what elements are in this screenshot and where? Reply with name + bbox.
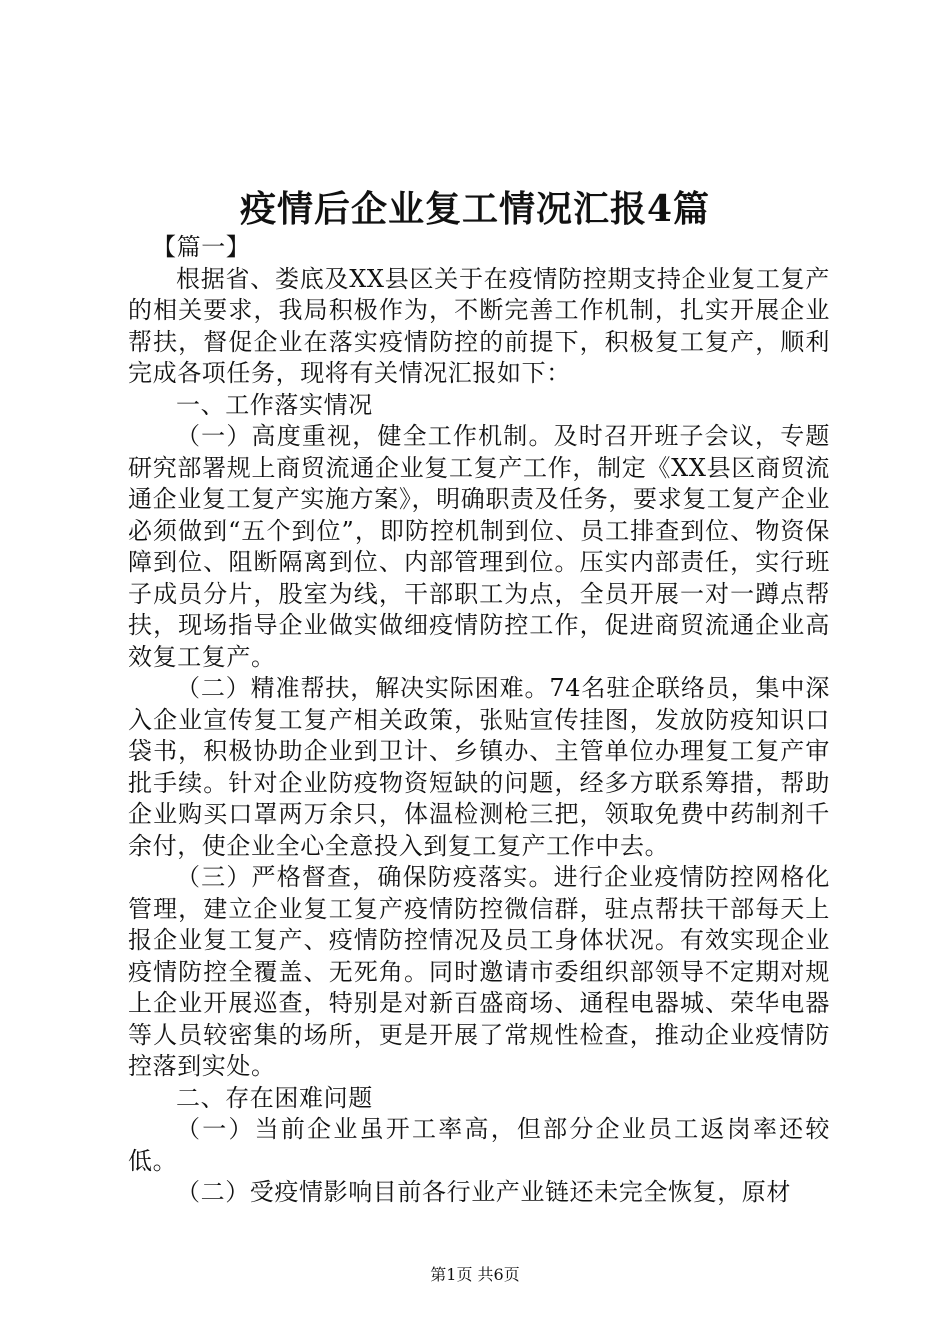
document-body — [128, 232, 830, 1209]
section-label: 【篇一】 — [152, 233, 251, 261]
paragraph-intro: 根据省、娄底及XX县区关于在疫情防控期支持企业复工复产的相关要求，我局积极作为，不断完善工作机制，扎实开展企业帮扶，督促企业在落实疫情防控的前提下，积极复工复产，顺利完成各项任务，现将有关情况汇报如下： — [128, 264, 830, 387]
heading-work-status: 一、工作落实情况 — [176, 390, 373, 419]
paragraph-difficulty-2: （二）受疫情影响目前各行业产业链还未完全恢复，原材 — [176, 1178, 791, 1206]
paragraph-point-2: （二）精准帮扶，解决实际困难。74名驻企联络员，集中深入企业宣传复工复产相关政策，张贴宣传挂图，发放防疫知识口袋书，积极协助企业到卫计、乡镇办、主管单位办理复工复产审批手续。针对企业防疫物资短缺的问题，经多方联系筹措，帮助企业购买口罩两万余只，体温检测枪三把，领取免费中药制剂千余付，使企业全心全意投入到复工复产工作中去。 — [128, 674, 830, 860]
paragraph-point-1: （一）高度重视，健全工作机制。及时召开班子会议，专题研究部署规上商贸流通企业复工复产工作，制定《XX县区商贸流通企业复工复产实施方案》，明确职责及任务，要求复工复产企业必须做到“五个到位”，即防控机制到位、员工排查到位、物资保障到位、阻断隔离到位、内部管理到位。压实内部责任，实行班子成员分片，股室为线，干部职工为点，全员开展一对一蹲点帮扶，现场指导企业做实做细疫情防控工作，促进商贸流通企业高效复工复产。 — [128, 422, 830, 671]
heading-difficulties: 二、存在困难问题 — [176, 1083, 373, 1112]
page-footer: 第1页 共6页 — [430, 1265, 520, 1284]
paragraph-difficulty-1: （一）当前企业虽开工率高，但部分企业员工返岗率还较低。 — [128, 1115, 830, 1175]
paragraph-point-3: （三）严格督查，确保防疫落实。进行企业疫情防控网格化管理，建立企业复工复产疫情防控微信群，驻点帮扶干部每天上报企业复工复产、疫情防控情况及员工身体状况。有效实现企业疫情防控全覆盖、无死角。同时邀请市委组织部领导不定期对规上企业开展巡查，特别是对新百盛商场、通程电器城、荣华电器等人员较密集的场所，更是开展了常规性检查，推动企业疫情防控落到实处。 — [128, 863, 830, 1080]
document-title: 疫情后企业复工情况汇报4篇 — [239, 188, 711, 230]
